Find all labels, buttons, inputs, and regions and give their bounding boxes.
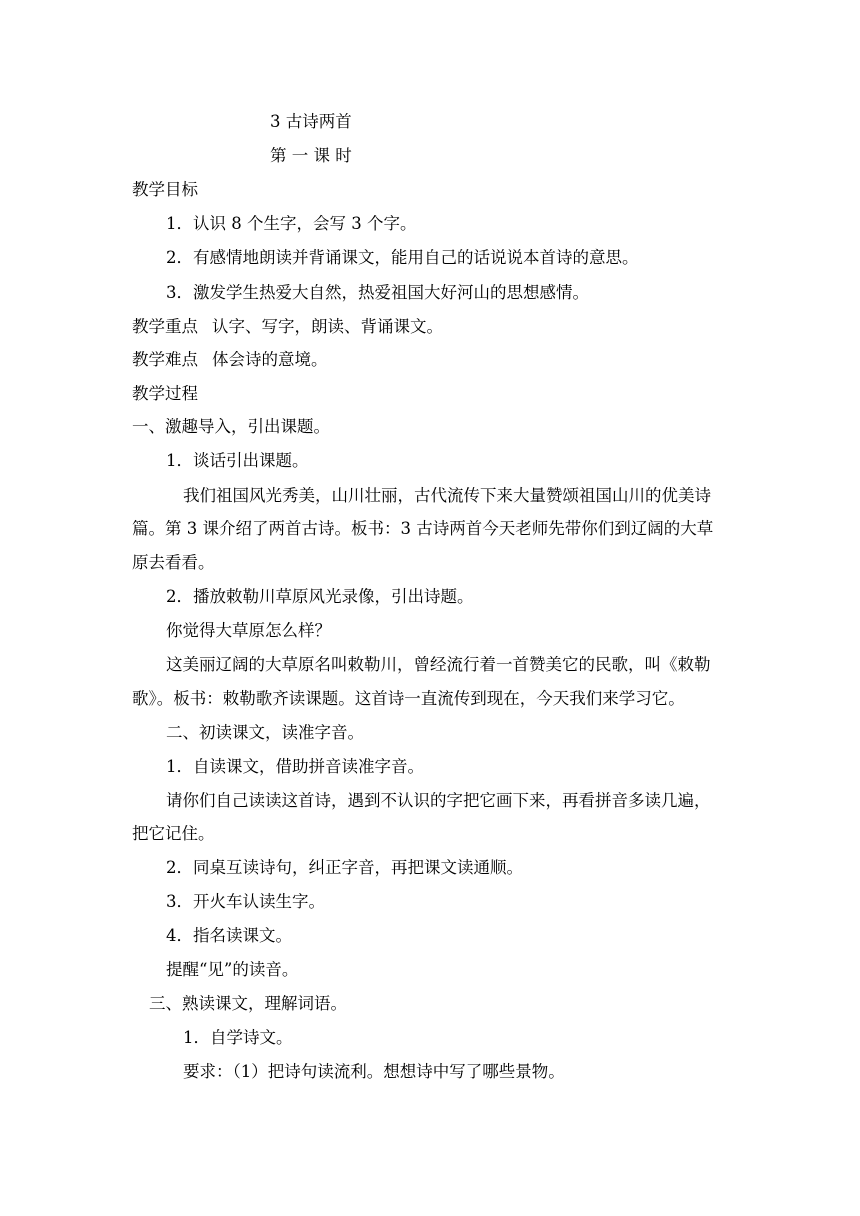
process-heading: 教学过程 <box>132 384 198 403</box>
paragraph-line: 提醒“见”的读音。 <box>166 960 299 979</box>
paragraph-line: 原去看看。 <box>132 553 215 572</box>
paragraph-line: 我们祖国风光秀美，山川壮丽，古代流传下来大量赞颂祖国山川的优美诗 <box>183 486 711 505</box>
goal-item: 3．激发学生热爱大自然，热爱祖国大好河山的思想感情。 <box>166 283 589 302</box>
goal-item: 2．有感情地朗读并背诵课文，能用自己的话说说本首诗的意思。 <box>166 248 639 267</box>
document-title: 3 古诗两首 <box>270 112 352 131</box>
paragraph-line: 篇。第 3 课介绍了两首古诗。板书：3 古诗两首今天老师先带你们到辽阔的大草 <box>132 519 714 538</box>
paragraph-line: 这美丽辽阔的大草原名叫敕勒川，曾经流行着一首赞美它的民歌，叫《敕勒 <box>166 655 711 674</box>
section-step: 1．谈话引出课题。 <box>166 451 309 470</box>
key-points-text: 认字、写字，朗读、背诵课文。 <box>212 317 443 336</box>
section-heading: 三、熟读课文，理解词语。 <box>149 994 347 1013</box>
difficult-points-text: 体会诗的意境。 <box>212 350 328 369</box>
section-step: 4．指名读课文。 <box>166 926 292 945</box>
key-points <box>132 316 443 338</box>
section-step: 1．自读课文，借助拼音读准字音。 <box>166 757 424 776</box>
section-step: 1．自学诗文。 <box>183 1028 293 1047</box>
section-step: 2．同桌互读诗句，纠正字音，再把课文读通顺。 <box>166 858 523 877</box>
difficult-points-label: 教学难点 <box>132 350 198 369</box>
section-step: 2．播放敕勒川草原风光录像，引出诗题。 <box>166 587 474 606</box>
paragraph-line: 把它记住。 <box>132 824 215 843</box>
paragraph-line: 要求：（1）把诗句读流利。想想诗中写了哪些景物。 <box>183 1062 565 1081</box>
lesson-number: 第 一 课 时 <box>270 146 352 165</box>
goal-item: 1．认识 8 个生字，会写 3 个字。 <box>166 214 417 233</box>
goals-heading: 教学目标 <box>132 180 198 199</box>
section-step: 3．开火车认读生字。 <box>166 892 325 911</box>
section-heading: 二、初读课文，读准字音。 <box>166 723 364 742</box>
paragraph-line: 请你们自己读读这首诗，遇到不认识的字把它画下来，再看拼音多读几遍， <box>166 791 711 810</box>
key-points-label: 教学重点 <box>132 317 198 336</box>
difficult-points <box>132 349 328 371</box>
paragraph-line: 歌》。板书：敕勒歌齐读课题。这首诗一直流传到现在，今天我们来学习它。 <box>132 689 685 708</box>
paragraph-line: 你觉得大草原怎么样？ <box>166 621 331 640</box>
section-heading: 一、激趣导入，引出课题。 <box>132 417 330 436</box>
